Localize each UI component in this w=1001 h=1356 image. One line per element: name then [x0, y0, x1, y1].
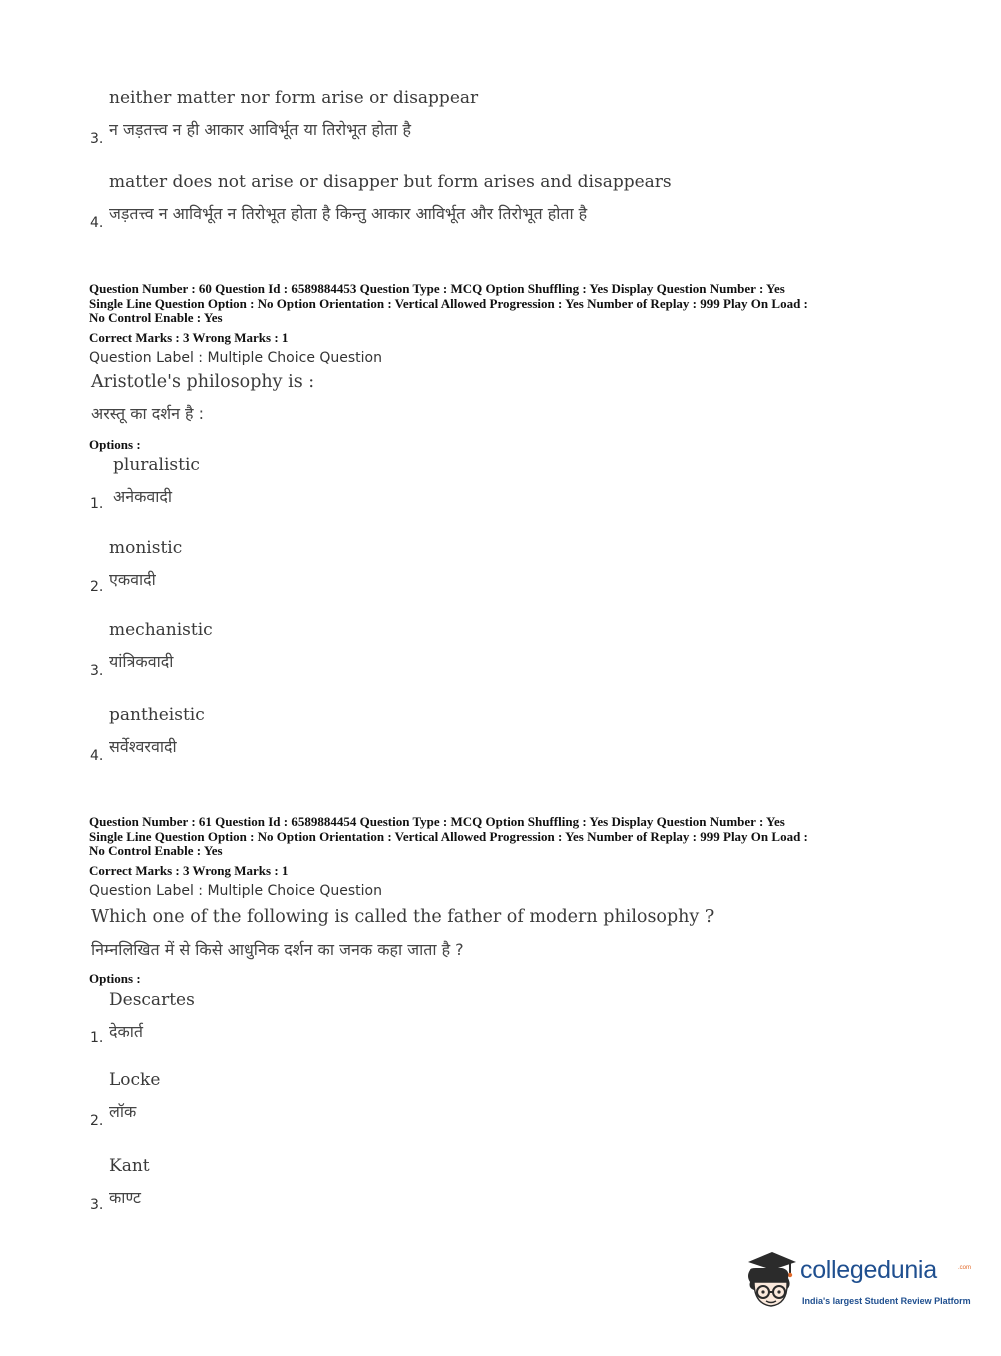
meta-line: No Control Enable : Yes [89, 843, 223, 858]
option-text-en: pantheistic [109, 705, 205, 725]
question-60-marks: Correct Marks : 3 Wrong Marks : 1 [89, 330, 289, 345]
question-61-marks: Correct Marks : 3 Wrong Marks : 1 [89, 863, 289, 878]
option-text-hi: यांत्रिकवादी [109, 652, 174, 671]
option-number: 3. [90, 1197, 104, 1213]
option-text-en: neither matter nor form arise or disappear [109, 88, 479, 108]
meta-line: No Control Enable : Yes [89, 310, 223, 325]
question-61-text-en: Which one of the following is called the father of modern philosophy ? [91, 907, 715, 927]
question-60-options-label: Options : [89, 437, 141, 452]
meta-line: Single Line Question Option : No Option Orientation : Vertical Allowed Progression : Yes Number of Replay : 999 Play On Load : [89, 828, 808, 844]
option-text-hi: देकार्त [109, 1022, 144, 1041]
option-number: 1. [90, 1030, 104, 1046]
collegedunia-logo [742, 1248, 972, 1318]
option-text-hi: जड़तत्त्व न आविर्भूत न तिरोभूत होता है किन्तु आकार आविर्भूत और तिरोभूत होता है [109, 204, 588, 223]
logo-wordmark: collegedunia [800, 1256, 937, 1284]
meta-line: Single Line Question Option : No Option Orientation : Vertical Allowed Progression : Yes Number of Replay : 999 Play On Load : [89, 295, 808, 311]
option-text-en: pluralistic [113, 455, 200, 475]
option-text-en: monistic [109, 538, 183, 558]
option-text-hi: न जड़तत्त्व न ही आकार आविर्भूत या तिरोभूत होता है [109, 120, 412, 139]
option-text-en: mechanistic [109, 620, 213, 640]
option-text-hi: काण्ट [109, 1188, 141, 1207]
option-number: 1. [90, 496, 104, 512]
option-text-en: matter does not arise or disapper but form arises and disappears [109, 172, 672, 192]
option-text-en: Descartes [109, 990, 195, 1010]
meta-line: Question Number : 60 Question Id : 6589884453 Question Type : MCQ Option Shuffling : Yes Display Question Number : Yes [89, 281, 785, 296]
question-60-metadata [89, 282, 929, 326]
question-60-text-en: Aristotle's philosophy is : [91, 372, 315, 392]
question-61-metadata [89, 815, 929, 859]
question-61-options-label: Options : [89, 971, 141, 986]
question-61-label: Question Label : Multiple Choice Question [89, 883, 382, 899]
logo-tagline: India's largest Student Review Platform [802, 1296, 971, 1306]
meta-line: Question Number : 61 Question Id : 6589884454 Question Type : MCQ Option Shuffling : Yes Display Question Number : Yes [89, 814, 785, 829]
question-61-text-hi: निम्नलिखित में से किसे आधुनिक दर्शन का जनक कहा जाता है ? [91, 940, 464, 959]
option-text-en: Kant [109, 1156, 150, 1176]
option-text-en: Locke [109, 1070, 161, 1090]
logo-com: .com [958, 1265, 972, 1271]
question-60-label: Question Label : Multiple Choice Question [89, 350, 382, 366]
option-text-hi: अनेकवादी [113, 487, 173, 506]
option-number: 3. [90, 663, 104, 679]
mascot-icon [742, 1248, 800, 1312]
option-text-hi: एकवादी [109, 570, 156, 589]
option-number: 3. [90, 131, 104, 147]
option-number: 4. [90, 215, 104, 231]
option-text-hi: लॉक [109, 1102, 137, 1121]
option-number: 2. [90, 1113, 104, 1129]
question-60-text-hi: अरस्तू का दर्शन है : [91, 404, 205, 423]
option-number: 2. [90, 579, 104, 595]
option-number: 4. [90, 748, 104, 764]
option-text-hi: सर्वेश्वरवादी [109, 737, 177, 756]
